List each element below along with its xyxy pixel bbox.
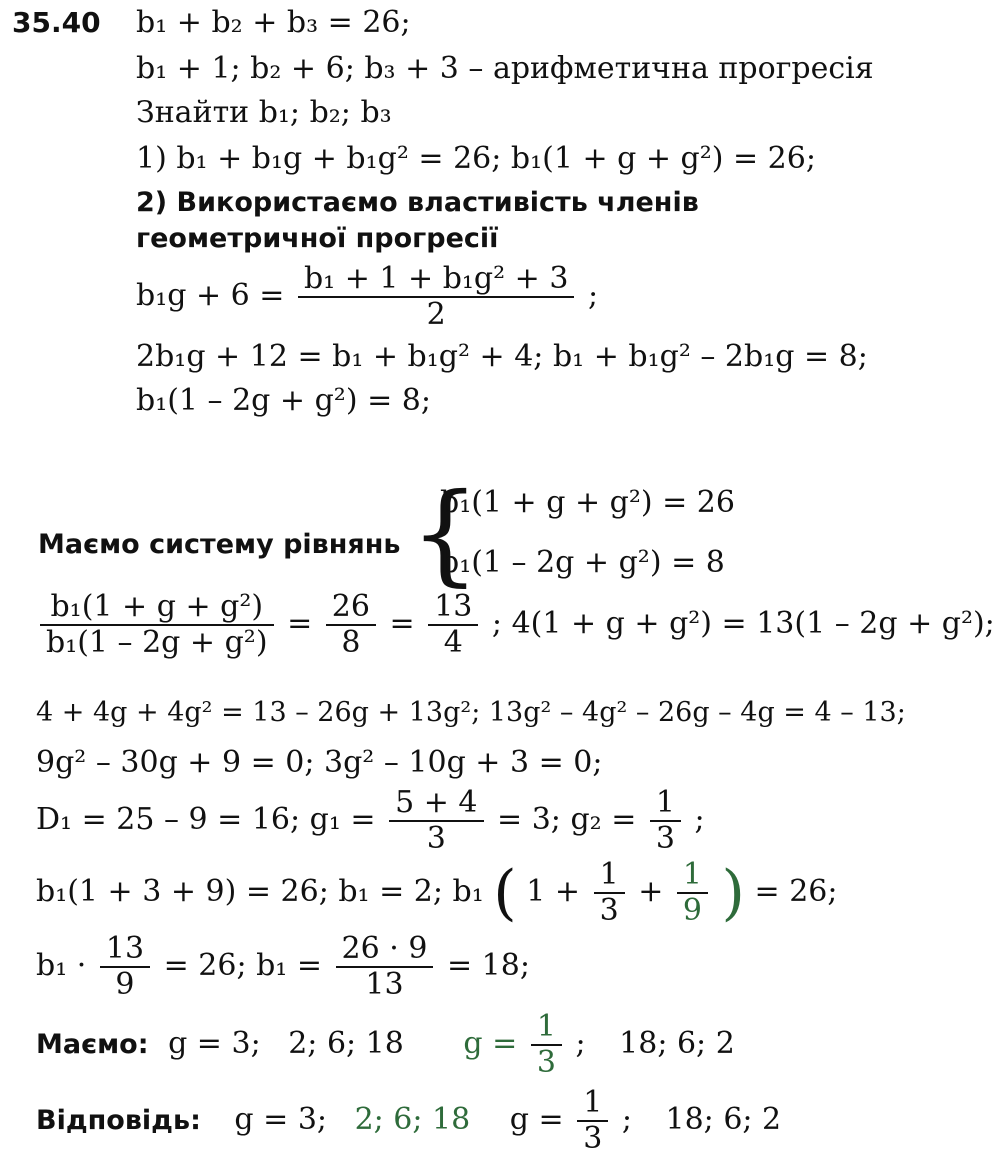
system-eq1: b₁(1 + g + g²) = 26 bbox=[440, 485, 735, 520]
b1-fraction-1-9 bbox=[677, 858, 708, 928]
b1-plus: + bbox=[638, 874, 664, 909]
ratio-equation bbox=[36, 590, 995, 660]
b1-one: 1 + bbox=[526, 874, 581, 909]
have-g2-fraction bbox=[531, 1010, 562, 1080]
b1b-left: b₁ · bbox=[36, 948, 87, 983]
g2-numerator: 1 bbox=[650, 786, 681, 822]
have-g2-denominator: 3 bbox=[536, 1045, 556, 1080]
ratio-tail: ; 4(1 + g + g²) = 13(1 – 2g + g²); bbox=[491, 606, 995, 641]
fraction-numerator: b₁ + 1 + b₁g² + 3 bbox=[298, 262, 575, 298]
b1-line bbox=[36, 858, 837, 928]
ratio-fraction-13-4 bbox=[428, 590, 478, 660]
ratio-denominator: b₁(1 – 2g + g²) bbox=[46, 625, 268, 660]
eq-fraction bbox=[298, 262, 575, 332]
system-label: Маємо систему рівнянь bbox=[38, 529, 401, 560]
eq-left: b₁g + 6 = bbox=[136, 278, 285, 313]
b1b-tail: = 18; bbox=[446, 948, 530, 983]
b1b-f-numerator: 13 bbox=[100, 932, 150, 968]
have-g2-numerator: 1 bbox=[531, 1010, 562, 1046]
b1b-f2-denominator: 13 bbox=[365, 967, 404, 1002]
system-eq2: b₁(1 – 2g + g²) = 8 bbox=[440, 545, 725, 580]
step-1: 1) b₁ + b₁g + b₁g² = 26; b₁(1 + g + g²) = 26; bbox=[136, 141, 816, 176]
b1-value-line bbox=[36, 932, 530, 1002]
ratio-eq1: = bbox=[287, 606, 313, 641]
disc-mid: = 3; g₂ = bbox=[497, 802, 637, 837]
arith-mean-equation bbox=[136, 262, 598, 332]
g2-fraction bbox=[650, 786, 681, 856]
answer-g2-fraction bbox=[577, 1086, 608, 1156]
have-g1: g = 3; bbox=[168, 1026, 261, 1061]
ratio-eq2: = bbox=[389, 606, 415, 641]
disc-tail: ; bbox=[694, 802, 705, 837]
b1-fraction-1-3 bbox=[594, 858, 625, 928]
eq-tail: ; bbox=[588, 278, 599, 313]
answer-seq1: 2; 6; 18 bbox=[354, 1102, 471, 1137]
answer-g1: g = 3; bbox=[234, 1102, 328, 1137]
b1b-f-denominator: 9 bbox=[115, 967, 135, 1002]
have-line bbox=[36, 1010, 735, 1080]
ratio-fraction-26-8 bbox=[326, 590, 376, 660]
have-g2-tail: ; bbox=[575, 1026, 586, 1061]
have-g2-left: g = bbox=[463, 1026, 518, 1061]
ratio-f1-denominator: 8 bbox=[341, 625, 361, 660]
ratio-f2-denominator: 4 bbox=[443, 625, 463, 660]
answer-g2-left: g = bbox=[509, 1102, 564, 1137]
disc-fraction bbox=[389, 786, 483, 856]
b1b-mid: = 26; b₁ = bbox=[163, 948, 322, 983]
b1b-fraction-13-9 bbox=[100, 932, 150, 1002]
have-seq2: 18; 6; 2 bbox=[619, 1026, 735, 1061]
have-label: Маємо: bbox=[36, 1029, 149, 1060]
given-sum: b₁ + b₂ + b₃ = 26; bbox=[136, 5, 411, 40]
simplified-equation: 2b₁g + 12 = b₁ + b₁g² + 4; b₁ + b₁g² – 2b₁g = 8; bbox=[136, 339, 868, 374]
ratio-numerator: b₁(1 + g + g²) bbox=[40, 590, 274, 626]
ratio-f1-numerator: 26 bbox=[326, 590, 376, 626]
answer-g2-tail: ; bbox=[621, 1102, 632, 1137]
b1-paren-close: ) bbox=[721, 858, 745, 928]
ratio-fraction bbox=[40, 590, 274, 660]
b1-f2-denominator: 9 bbox=[682, 893, 702, 928]
step-2-line1: 2) Використаємо властивість членів bbox=[136, 187, 699, 218]
disc-left: D₁ = 25 – 9 = 16; g₁ = bbox=[36, 802, 376, 837]
b1-paren-open: ( bbox=[493, 858, 517, 928]
answer-seq2: 18; 6; 2 bbox=[665, 1102, 782, 1137]
b1-tail: = 26; bbox=[754, 874, 838, 909]
answer-g2-numerator: 1 bbox=[577, 1086, 608, 1122]
quadratic-equation: 9g² – 30g + 9 = 0; 3g² – 10g + 3 = 0; bbox=[36, 745, 603, 780]
problem-number: 35.40 bbox=[12, 6, 101, 39]
second-equation: b₁(1 – 2g + g²) = 8; bbox=[136, 383, 431, 418]
b1-left: b₁(1 + 3 + 9) = 26; b₁ = 2; b₁ bbox=[36, 874, 484, 909]
b1b-f2-numerator: 26 · 9 bbox=[336, 932, 434, 968]
disc-denominator: 3 bbox=[426, 821, 446, 856]
disc-numerator: 5 + 4 bbox=[389, 786, 483, 822]
fraction-denominator: 2 bbox=[426, 297, 446, 332]
b1-f2-numerator: 1 bbox=[677, 858, 708, 894]
b1b-fraction-26x9-13 bbox=[336, 932, 434, 1002]
answer-g2-denominator: 3 bbox=[583, 1121, 603, 1156]
ratio-f2-numerator: 13 bbox=[428, 590, 478, 626]
b1-f1-denominator: 3 bbox=[599, 893, 619, 928]
system-brace: { bbox=[410, 469, 480, 597]
answer-label: Відповідь: bbox=[36, 1105, 201, 1136]
g2-denominator: 3 bbox=[655, 821, 675, 856]
b1-f1-numerator: 1 bbox=[594, 858, 625, 894]
have-seq1: 2; 6; 18 bbox=[288, 1026, 404, 1061]
expanded-equation: 4 + 4g + 4g² = 13 – 26g + 13g²; 13g² – 4g² – 26g – 4g = 4 – 13; bbox=[36, 697, 906, 728]
arithmetic-condition: b₁ + 1; b₂ + 6; b₃ + 3 – арифметична прогресія bbox=[136, 51, 874, 86]
step-2-line2: геометричної прогресії bbox=[136, 223, 499, 254]
discriminant-line bbox=[36, 786, 705, 856]
answer-line bbox=[36, 1086, 781, 1156]
find-statement: Знайти b₁; b₂; b₃ bbox=[136, 95, 392, 130]
